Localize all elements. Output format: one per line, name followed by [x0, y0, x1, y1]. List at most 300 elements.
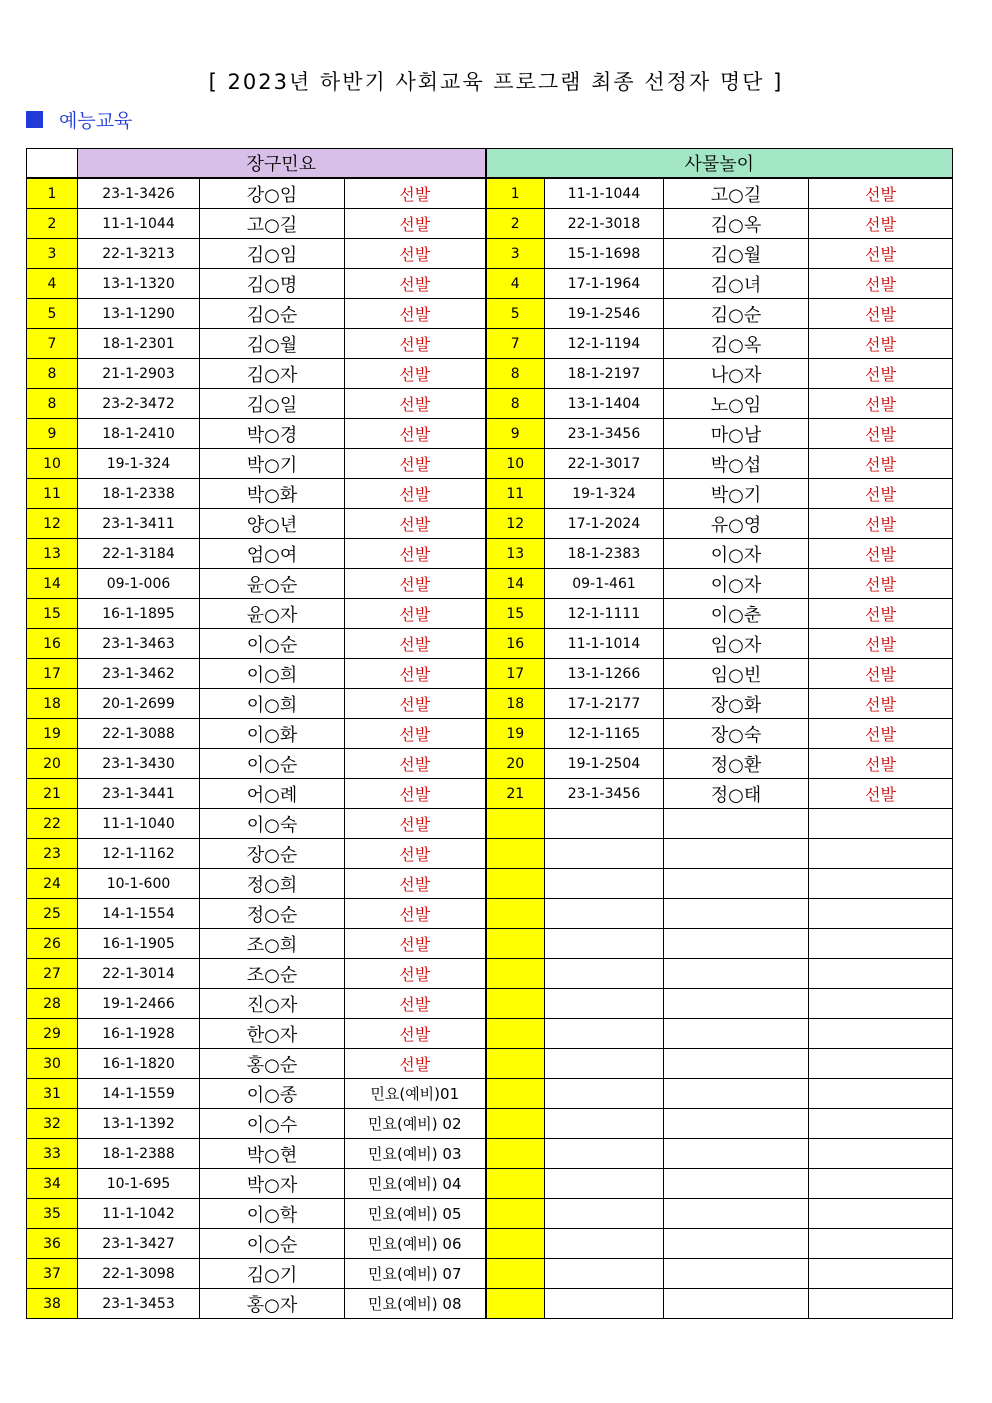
- janggu-member-name: 김○월: [200, 329, 345, 359]
- janggu-row-number: 36: [27, 1229, 78, 1259]
- samul-member-name: 이○자: [664, 539, 809, 569]
- janggu-selection-result: 선발: [345, 269, 486, 299]
- janggu-member-name: 김○자: [200, 359, 345, 389]
- janggu-selection-result: 선발: [345, 779, 486, 809]
- samul-selection-result: 선발: [809, 239, 953, 269]
- samul-member-name: 이○자: [664, 569, 809, 599]
- table-row: [27, 1229, 953, 1259]
- samul-member-name: 정○태: [664, 779, 809, 809]
- janggu-selection-result: 선발: [345, 509, 486, 539]
- samul-member-name: 박○섭: [664, 449, 809, 479]
- samul-member-code: [545, 1169, 664, 1199]
- janggu-member-code: 09-1-006: [78, 569, 200, 599]
- table-row: [27, 1199, 953, 1229]
- table-row: [27, 239, 953, 269]
- janggu-member-name: 강○임: [200, 178, 345, 209]
- janggu-selection-result: 민요(예비) 04: [345, 1169, 486, 1199]
- samul-row-number: 4: [486, 269, 545, 299]
- samul-member-name: [664, 839, 809, 869]
- samul-selection-result: 선발: [809, 509, 953, 539]
- janggu-member-name: 박○화: [200, 479, 345, 509]
- table-row: [27, 329, 953, 359]
- table-row: [27, 959, 953, 989]
- janggu-member-code: 22-1-3184: [78, 539, 200, 569]
- samul-row-number: 16: [486, 629, 545, 659]
- table-row: [27, 899, 953, 929]
- janggu-member-name: 김○임: [200, 239, 345, 269]
- janggu-selection-result: 선발: [345, 929, 486, 959]
- table-row: [27, 1139, 953, 1169]
- samul-member-code: 17-1-2024: [545, 509, 664, 539]
- table-row: [27, 299, 953, 329]
- janggu-member-code: 12-1-1162: [78, 839, 200, 869]
- janggu-row-number: 34: [27, 1169, 78, 1199]
- samul-member-name: 고○길: [664, 178, 809, 209]
- janggu-member-name: 김○순: [200, 299, 345, 329]
- table-row: [27, 839, 953, 869]
- samul-selection-result: 선발: [809, 209, 953, 239]
- samul-selection-result: 선발: [809, 419, 953, 449]
- samul-member-code: 17-1-1964: [545, 269, 664, 299]
- samul-member-name: [664, 1199, 809, 1229]
- janggu-member-code: 20-1-2699: [78, 689, 200, 719]
- table-header-row: [27, 149, 953, 179]
- janggu-member-code: 23-1-3426: [78, 178, 200, 209]
- janggu-selection-result: 선발: [345, 749, 486, 779]
- samul-member-name: [664, 869, 809, 899]
- samul-row-number: [486, 1109, 545, 1139]
- selection-table: [26, 148, 953, 1319]
- janggu-selection-result: 선발: [345, 329, 486, 359]
- samul-member-name: [664, 1229, 809, 1259]
- samul-row-number: [486, 1139, 545, 1169]
- samul-selection-result: [809, 1109, 953, 1139]
- janggu-member-name: 김○명: [200, 269, 345, 299]
- janggu-member-name: 박○현: [200, 1139, 345, 1169]
- janggu-member-name: 박○기: [200, 449, 345, 479]
- janggu-selection-result: 선발: [345, 809, 486, 839]
- samul-member-name: [664, 1139, 809, 1169]
- janggu-row-number: 27: [27, 959, 78, 989]
- janggu-member-code: 19-1-324: [78, 449, 200, 479]
- samul-member-name: 노○임: [664, 389, 809, 419]
- janggu-row-number: 1: [27, 178, 78, 209]
- janggu-member-name: 이○학: [200, 1199, 345, 1229]
- janggu-row-number: 29: [27, 1019, 78, 1049]
- samul-row-number: [486, 1229, 545, 1259]
- samul-member-code: [545, 989, 664, 1019]
- table-row: [27, 359, 953, 389]
- samul-member-name: [664, 1079, 809, 1109]
- samul-row-number: 8: [486, 359, 545, 389]
- samul-row-number: 5: [486, 299, 545, 329]
- table-row: [27, 1259, 953, 1289]
- samul-selection-result: 선발: [809, 749, 953, 779]
- janggu-row-number: 37: [27, 1259, 78, 1289]
- samul-member-name: 임○빈: [664, 659, 809, 689]
- samul-member-name: [664, 989, 809, 1019]
- samul-selection-result: [809, 839, 953, 869]
- samul-member-code: 11-1-1014: [545, 629, 664, 659]
- janggu-row-number: 24: [27, 869, 78, 899]
- samul-member-code: [545, 1199, 664, 1229]
- janggu-selection-result: 선발: [345, 659, 486, 689]
- samul-member-name: 박○기: [664, 479, 809, 509]
- table-row: [27, 779, 953, 809]
- table-row: [27, 1019, 953, 1049]
- samul-selection-result: 선발: [809, 779, 953, 809]
- janggu-member-code: 21-1-2903: [78, 359, 200, 389]
- samul-row-number: 8: [486, 389, 545, 419]
- section-label: 예능교육: [59, 110, 133, 132]
- table-row: [27, 509, 953, 539]
- samul-selection-result: [809, 1169, 953, 1199]
- samul-member-code: 15-1-1698: [545, 239, 664, 269]
- janggu-member-name: 고○길: [200, 209, 345, 239]
- samul-row-number: 12: [486, 509, 545, 539]
- janggu-row-number: 11: [27, 479, 78, 509]
- janggu-member-code: 10-1-600: [78, 869, 200, 899]
- table-row: [27, 1049, 953, 1079]
- samul-selection-result: 선발: [809, 359, 953, 389]
- samul-member-code: 19-1-2504: [545, 749, 664, 779]
- janggu-member-code: 13-1-1392: [78, 1109, 200, 1139]
- samul-selection-result: 선발: [809, 539, 953, 569]
- table-row: [27, 719, 953, 749]
- samul-selection-result: 선발: [809, 719, 953, 749]
- page-title: [ 2023년 하반기 사회교육 프로그램 최종 선정자 명단 ]: [208, 70, 784, 94]
- janggu-member-code: 11-1-1040: [78, 809, 200, 839]
- samul-member-code: [545, 1139, 664, 1169]
- janggu-selection-result: 선발: [345, 869, 486, 899]
- samul-row-number: [486, 929, 545, 959]
- janggu-member-name: 엄○여: [200, 539, 345, 569]
- janggu-selection-result: 민요(예비) 06: [345, 1229, 486, 1259]
- janggu-member-name: 조○순: [200, 959, 345, 989]
- janggu-row-number: 35: [27, 1199, 78, 1229]
- janggu-member-code: 18-1-2388: [78, 1139, 200, 1169]
- samul-member-code: 23-1-3456: [545, 779, 664, 809]
- square-bullet-icon: [26, 111, 43, 128]
- janggu-row-number: 14: [27, 569, 78, 599]
- samul-member-code: [545, 1019, 664, 1049]
- samul-row-number: [486, 809, 545, 839]
- janggu-member-name: 이○화: [200, 719, 345, 749]
- janggu-member-name: 홍○자: [200, 1289, 345, 1319]
- janggu-selection-result: 선발: [345, 539, 486, 569]
- janggu-row-number: 23: [27, 839, 78, 869]
- samul-selection-result: [809, 1139, 953, 1169]
- janggu-selection-result: 선발: [345, 299, 486, 329]
- samul-member-code: [545, 1259, 664, 1289]
- janggu-row-number: 22: [27, 809, 78, 839]
- janggu-selection-result: 민요(예비) 07: [345, 1259, 486, 1289]
- janggu-selection-result: 선발: [345, 719, 486, 749]
- samul-selection-result: 선발: [809, 629, 953, 659]
- samul-row-number: 21: [486, 779, 545, 809]
- samul-row-number: 3: [486, 239, 545, 269]
- samul-member-name: 김○순: [664, 299, 809, 329]
- table-row: [27, 1169, 953, 1199]
- samul-member-code: 22-1-3018: [545, 209, 664, 239]
- samul-member-code: 13-1-1404: [545, 389, 664, 419]
- janggu-member-code: 23-1-3463: [78, 629, 200, 659]
- janggu-selection-result: 선발: [345, 1019, 486, 1049]
- samul-member-code: [545, 809, 664, 839]
- samul-member-name: [664, 899, 809, 929]
- janggu-member-code: 14-1-1559: [78, 1079, 200, 1109]
- janggu-row-number: 30: [27, 1049, 78, 1079]
- janggu-row-number: 26: [27, 929, 78, 959]
- janggu-member-code: 13-1-1290: [78, 299, 200, 329]
- janggu-selection-result: 선발: [345, 959, 486, 989]
- janggu-row-number: 4: [27, 269, 78, 299]
- janggu-member-code: 22-1-3014: [78, 959, 200, 989]
- samul-row-number: [486, 1049, 545, 1079]
- samul-row-number: [486, 1019, 545, 1049]
- janggu-selection-result: 선발: [345, 419, 486, 449]
- samul-row-number: [486, 1289, 545, 1319]
- table-row: [27, 479, 953, 509]
- janggu-member-name: 이○순: [200, 1229, 345, 1259]
- samul-member-code: 17-1-2177: [545, 689, 664, 719]
- samul-row-number: 15: [486, 599, 545, 629]
- janggu-member-name: 이○순: [200, 629, 345, 659]
- samul-member-name: 이○춘: [664, 599, 809, 629]
- samul-member-name: [664, 809, 809, 839]
- janggu-row-number: 31: [27, 1079, 78, 1109]
- samul-member-code: [545, 929, 664, 959]
- janggu-selection-result: 선발: [345, 359, 486, 389]
- janggu-row-number: 33: [27, 1139, 78, 1169]
- samul-member-code: 22-1-3017: [545, 449, 664, 479]
- janggu-member-code: 18-1-2338: [78, 479, 200, 509]
- samul-row-number: 11: [486, 479, 545, 509]
- samul-selection-result: [809, 869, 953, 899]
- janggu-row-number: 3: [27, 239, 78, 269]
- table-row: [27, 869, 953, 899]
- samul-member-code: [545, 869, 664, 899]
- samul-member-code: 12-1-1165: [545, 719, 664, 749]
- samul-row-number: 2: [486, 209, 545, 239]
- samul-member-code: 12-1-1111: [545, 599, 664, 629]
- samul-row-number: [486, 1169, 545, 1199]
- janggu-row-number: 5: [27, 299, 78, 329]
- samul-member-name: 장○화: [664, 689, 809, 719]
- group-header-janggu-minyo: 장구민요: [78, 149, 486, 179]
- samul-selection-result: [809, 1049, 953, 1079]
- table-row: [27, 419, 953, 449]
- table-row: [27, 1109, 953, 1139]
- janggu-selection-result: 민요(예비)01: [345, 1079, 486, 1109]
- samul-member-code: 13-1-1266: [545, 659, 664, 689]
- samul-row-number: [486, 839, 545, 869]
- samul-member-name: [664, 929, 809, 959]
- janggu-row-number: 20: [27, 749, 78, 779]
- janggu-selection-result: 선발: [345, 449, 486, 479]
- janggu-member-name: 박○자: [200, 1169, 345, 1199]
- samul-row-number: 17: [486, 659, 545, 689]
- samul-member-code: [545, 1229, 664, 1259]
- janggu-member-code: 19-1-2466: [78, 989, 200, 1019]
- table-row: [27, 1079, 953, 1109]
- janggu-row-number: 38: [27, 1289, 78, 1319]
- janggu-member-code: 22-1-3213: [78, 239, 200, 269]
- group-header-samulnori: 사물놀이: [486, 149, 953, 179]
- table-row: [27, 929, 953, 959]
- samul-member-name: [664, 1019, 809, 1049]
- janggu-member-code: 22-1-3098: [78, 1259, 200, 1289]
- samul-member-code: 09-1-461: [545, 569, 664, 599]
- table-row: [27, 569, 953, 599]
- janggu-row-number: 17: [27, 659, 78, 689]
- samul-member-name: 임○자: [664, 629, 809, 659]
- samul-row-number: 7: [486, 329, 545, 359]
- samul-selection-result: 선발: [809, 389, 953, 419]
- janggu-member-name: 이○순: [200, 749, 345, 779]
- samul-selection-result: [809, 1019, 953, 1049]
- samul-member-name: [664, 1109, 809, 1139]
- table-row: [27, 599, 953, 629]
- table-row: [27, 178, 953, 209]
- samul-member-name: 나○자: [664, 359, 809, 389]
- samul-member-name: [664, 1169, 809, 1199]
- samul-row-number: [486, 1199, 545, 1229]
- janggu-member-name: 이○종: [200, 1079, 345, 1109]
- table-row: [27, 989, 953, 1019]
- janggu-member-code: 11-1-1044: [78, 209, 200, 239]
- samul-member-code: 23-1-3456: [545, 419, 664, 449]
- samul-row-number: 18: [486, 689, 545, 719]
- samul-member-name: [664, 1289, 809, 1319]
- samul-selection-result: 선발: [809, 599, 953, 629]
- janggu-member-name: 어○례: [200, 779, 345, 809]
- janggu-member-code: 18-1-2301: [78, 329, 200, 359]
- janggu-row-number: 10: [27, 449, 78, 479]
- samul-member-name: 김○옥: [664, 329, 809, 359]
- janggu-member-name: 윤○자: [200, 599, 345, 629]
- janggu-member-name: 장○순: [200, 839, 345, 869]
- samul-member-code: 19-1-2546: [545, 299, 664, 329]
- janggu-member-code: 22-1-3088: [78, 719, 200, 749]
- samul-selection-result: 선발: [809, 299, 953, 329]
- samul-selection-result: 선발: [809, 178, 953, 209]
- samul-member-code: [545, 839, 664, 869]
- janggu-member-code: 16-1-1895: [78, 599, 200, 629]
- janggu-member-code: 14-1-1554: [78, 899, 200, 929]
- samul-row-number: [486, 869, 545, 899]
- janggu-member-name: 홍○순: [200, 1049, 345, 1079]
- samul-row-number: 13: [486, 539, 545, 569]
- janggu-row-number: 25: [27, 899, 78, 929]
- janggu-row-number: 16: [27, 629, 78, 659]
- table-row: [27, 539, 953, 569]
- janggu-member-name: 정○순: [200, 899, 345, 929]
- table-row: [27, 209, 953, 239]
- janggu-member-code: 16-1-1928: [78, 1019, 200, 1049]
- janggu-selection-result: 선발: [345, 599, 486, 629]
- table-row: [27, 809, 953, 839]
- janggu-selection-result: 선발: [345, 239, 486, 269]
- janggu-member-code: 23-2-3472: [78, 389, 200, 419]
- janggu-member-name: 이○희: [200, 689, 345, 719]
- janggu-selection-result: 선발: [345, 899, 486, 929]
- table-row: [27, 659, 953, 689]
- janggu-row-number: 28: [27, 989, 78, 1019]
- janggu-selection-result: 민요(예비) 02: [345, 1109, 486, 1139]
- table-row: [27, 749, 953, 779]
- samul-selection-result: [809, 1079, 953, 1109]
- table-row: [27, 449, 953, 479]
- janggu-selection-result: 민요(예비) 05: [345, 1199, 486, 1229]
- janggu-member-name: 이○수: [200, 1109, 345, 1139]
- samul-member-name: 김○월: [664, 239, 809, 269]
- header-corner-cell: [27, 149, 78, 179]
- janggu-row-number: 13: [27, 539, 78, 569]
- janggu-member-code: 23-1-3427: [78, 1229, 200, 1259]
- janggu-member-name: 김○기: [200, 1259, 345, 1289]
- samul-selection-result: 선발: [809, 659, 953, 689]
- janggu-row-number: 8: [27, 389, 78, 419]
- samul-member-code: 18-1-2383: [545, 539, 664, 569]
- samul-row-number: 10: [486, 449, 545, 479]
- janggu-member-code: 13-1-1320: [78, 269, 200, 299]
- samul-selection-result: [809, 1259, 953, 1289]
- janggu-selection-result: 선발: [345, 689, 486, 719]
- samul-selection-result: 선발: [809, 569, 953, 599]
- janggu-row-number: 15: [27, 599, 78, 629]
- janggu-member-name: 박○경: [200, 419, 345, 449]
- janggu-member-code: 23-1-3430: [78, 749, 200, 779]
- janggu-member-name: 한○자: [200, 1019, 345, 1049]
- samul-member-name: 마○남: [664, 419, 809, 449]
- samul-member-code: [545, 1049, 664, 1079]
- samul-member-name: 김○녀: [664, 269, 809, 299]
- janggu-selection-result: 선발: [345, 178, 486, 209]
- samul-member-code: [545, 1079, 664, 1109]
- samul-member-code: [545, 1109, 664, 1139]
- janggu-member-code: 16-1-1820: [78, 1049, 200, 1079]
- samul-selection-result: [809, 899, 953, 929]
- samul-member-name: 김○옥: [664, 209, 809, 239]
- samul-row-number: 19: [486, 719, 545, 749]
- janggu-row-number: 32: [27, 1109, 78, 1139]
- samul-row-number: [486, 1259, 545, 1289]
- janggu-row-number: 2: [27, 209, 78, 239]
- janggu-member-name: 양○년: [200, 509, 345, 539]
- samul-selection-result: [809, 1289, 953, 1319]
- samul-selection-result: [809, 929, 953, 959]
- samul-member-name: [664, 1259, 809, 1289]
- janggu-selection-result: 선발: [345, 629, 486, 659]
- samul-selection-result: [809, 809, 953, 839]
- janggu-row-number: 7: [27, 329, 78, 359]
- janggu-row-number: 9: [27, 419, 78, 449]
- samul-member-code: 12-1-1194: [545, 329, 664, 359]
- samul-selection-result: 선발: [809, 479, 953, 509]
- janggu-member-code: 18-1-2410: [78, 419, 200, 449]
- samul-row-number: 20: [486, 749, 545, 779]
- janggu-selection-result: 선발: [345, 989, 486, 1019]
- samul-selection-result: 선발: [809, 449, 953, 479]
- samul-row-number: 14: [486, 569, 545, 599]
- janggu-row-number: 8: [27, 359, 78, 389]
- janggu-member-code: 11-1-1042: [78, 1199, 200, 1229]
- table-row: [27, 389, 953, 419]
- janggu-selection-result: 선발: [345, 209, 486, 239]
- janggu-selection-result: 민요(예비) 08: [345, 1289, 486, 1319]
- janggu-member-code: 23-1-3411: [78, 509, 200, 539]
